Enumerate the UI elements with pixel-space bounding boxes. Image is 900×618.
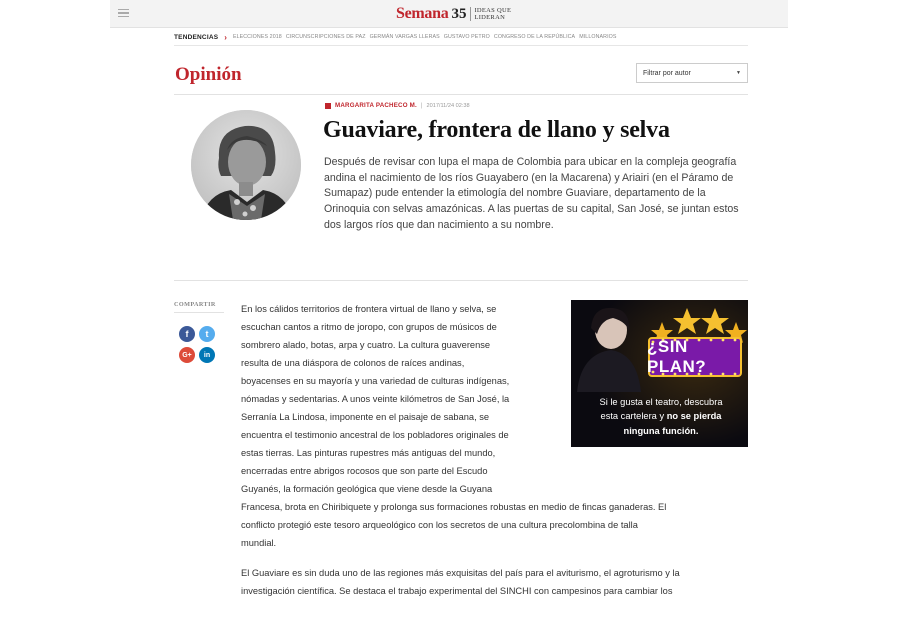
trend-link[interactable]: MILLONARIOS [579, 34, 617, 40]
chevron-right-icon: › [224, 32, 227, 42]
author-filter-label: Filtrar por autor [643, 69, 691, 77]
logo-wordmark: Semana [396, 5, 449, 22]
trend-link[interactable]: GUSTAVO PETRO [443, 34, 490, 40]
site-header [110, 0, 788, 28]
share-buttons [179, 326, 215, 363]
twitter-share-icon[interactable]: t [199, 326, 215, 342]
divider [174, 312, 224, 313]
article-date: 2017/11/24 02:38 [426, 102, 470, 109]
author-portrait-icon [191, 110, 301, 220]
body-line: sombrero alado, botas, arpa y cuatro. La cultura guaverense [241, 340, 491, 350]
trend-link[interactable]: CONGRESO DE LA REPÚBLICA [493, 34, 576, 40]
body-line: Serranía La Lindosa, imponente en el paisaje de sabana, se [241, 412, 490, 422]
body-line: Francesa, brota en Chiribiquete y prolonga sus formaciones robustas en medio de fincas ganaderas. El [241, 502, 667, 512]
article-byline [325, 102, 470, 109]
body-line: encuentra el testimonio ancestral de los pobladores originales de [241, 430, 509, 440]
body-line: resulta de una diáspora de colonos de raíces andinas, [241, 358, 465, 368]
trends-bar [174, 31, 764, 43]
article-lead: Después de revisar con lupa el mapa de Colombia para ubicar en la compleja geografía andina el nacimiento de los ríos Guayabero (en la Macarena) y Ariairi (en el Páramo de Sumapaz) pude entender la etimología del nombre Guaviare, departamento de la Orinoquia con selvas amazónicas. A las puertas de su capital, San José, se juntan estos dos largos ríos que dan nacimiento a su nombre. [324, 156, 739, 231]
trend-link[interactable]: ELECCIONES 2018 [232, 34, 282, 40]
body-line: nómadas y sedentarias. A unos veinte kilómetros de San José, la [241, 394, 510, 404]
logo-anniversary-number: 35 [451, 5, 467, 22]
theater-advertisement[interactable] [571, 300, 748, 447]
body-line: conflicto protegió este tesoro arqueológico con los secretos de una cultura precolombina de talla [241, 520, 638, 530]
divider [174, 45, 748, 46]
caret-down-icon: ▼ [736, 70, 741, 76]
body-line: boyacenses en su mayoría y una variedad de culturas indígenas, [241, 376, 510, 386]
linkedin-share-icon[interactable]: in [199, 347, 215, 363]
body-line: El Guaviare es sin duda uno de las regiones más exquisitas del país para el aviturismo, el agroturismo y la [241, 568, 680, 578]
facebook-share-icon[interactable]: f [179, 326, 195, 342]
divider [174, 280, 748, 281]
divider [174, 94, 748, 95]
share-label: COMPARTIR [174, 301, 216, 308]
author-filter-select[interactable] [636, 63, 748, 83]
body-line: estas tierras. Las pinturas rupestres más antiguas del mundo, [241, 448, 496, 458]
body-line: En los cálidos territorios de frontera virtual de llano y selva, se [241, 304, 497, 314]
googleplus-share-icon[interactable]: G+ [179, 347, 195, 363]
site-logo[interactable] [396, 4, 511, 24]
body-line: escuchan cantos a ritmo de joropo, con grupos de músicos de [241, 322, 497, 332]
logo-tagline: IDEAS QUE LIDERAN [470, 7, 511, 21]
author-name[interactable]: MARGARITA PACHECO M. [335, 102, 417, 109]
ad-copy: Si le gusta el teatro, descubra esta cartelera y no se pierda ninguna función. [599, 397, 723, 436]
hamburger-menu-icon[interactable] [114, 4, 132, 22]
body-line: encerradas entre abrigos rocosos que son parte del Escudo [241, 466, 488, 476]
section-title[interactable]: Opinión [175, 64, 242, 85]
body-line: mundial. [241, 538, 277, 548]
article-headline: Guaviare, frontera de llano y selva [323, 117, 670, 143]
trends-label: TENDENCIAS [174, 33, 219, 41]
trend-link[interactable]: CIRCUNSCRIPCIONES DE PAZ [285, 34, 366, 40]
byline-separator: | [420, 102, 423, 109]
body-line: Guyanés, la formación geológica que viene desde la Guyana [241, 484, 493, 494]
trends-list [233, 34, 617, 40]
ad-sign-text: ¿SIN PLAN? [647, 337, 707, 376]
trend-link[interactable]: GERMÁN VARGAS LLERAS [369, 34, 440, 40]
body-line: investigación científica. Se destaca el trabajo experimental del SINCHI con campesinos para cambiar los [241, 586, 673, 596]
author-marker-icon [325, 103, 331, 109]
author-avatar[interactable] [191, 110, 301, 220]
